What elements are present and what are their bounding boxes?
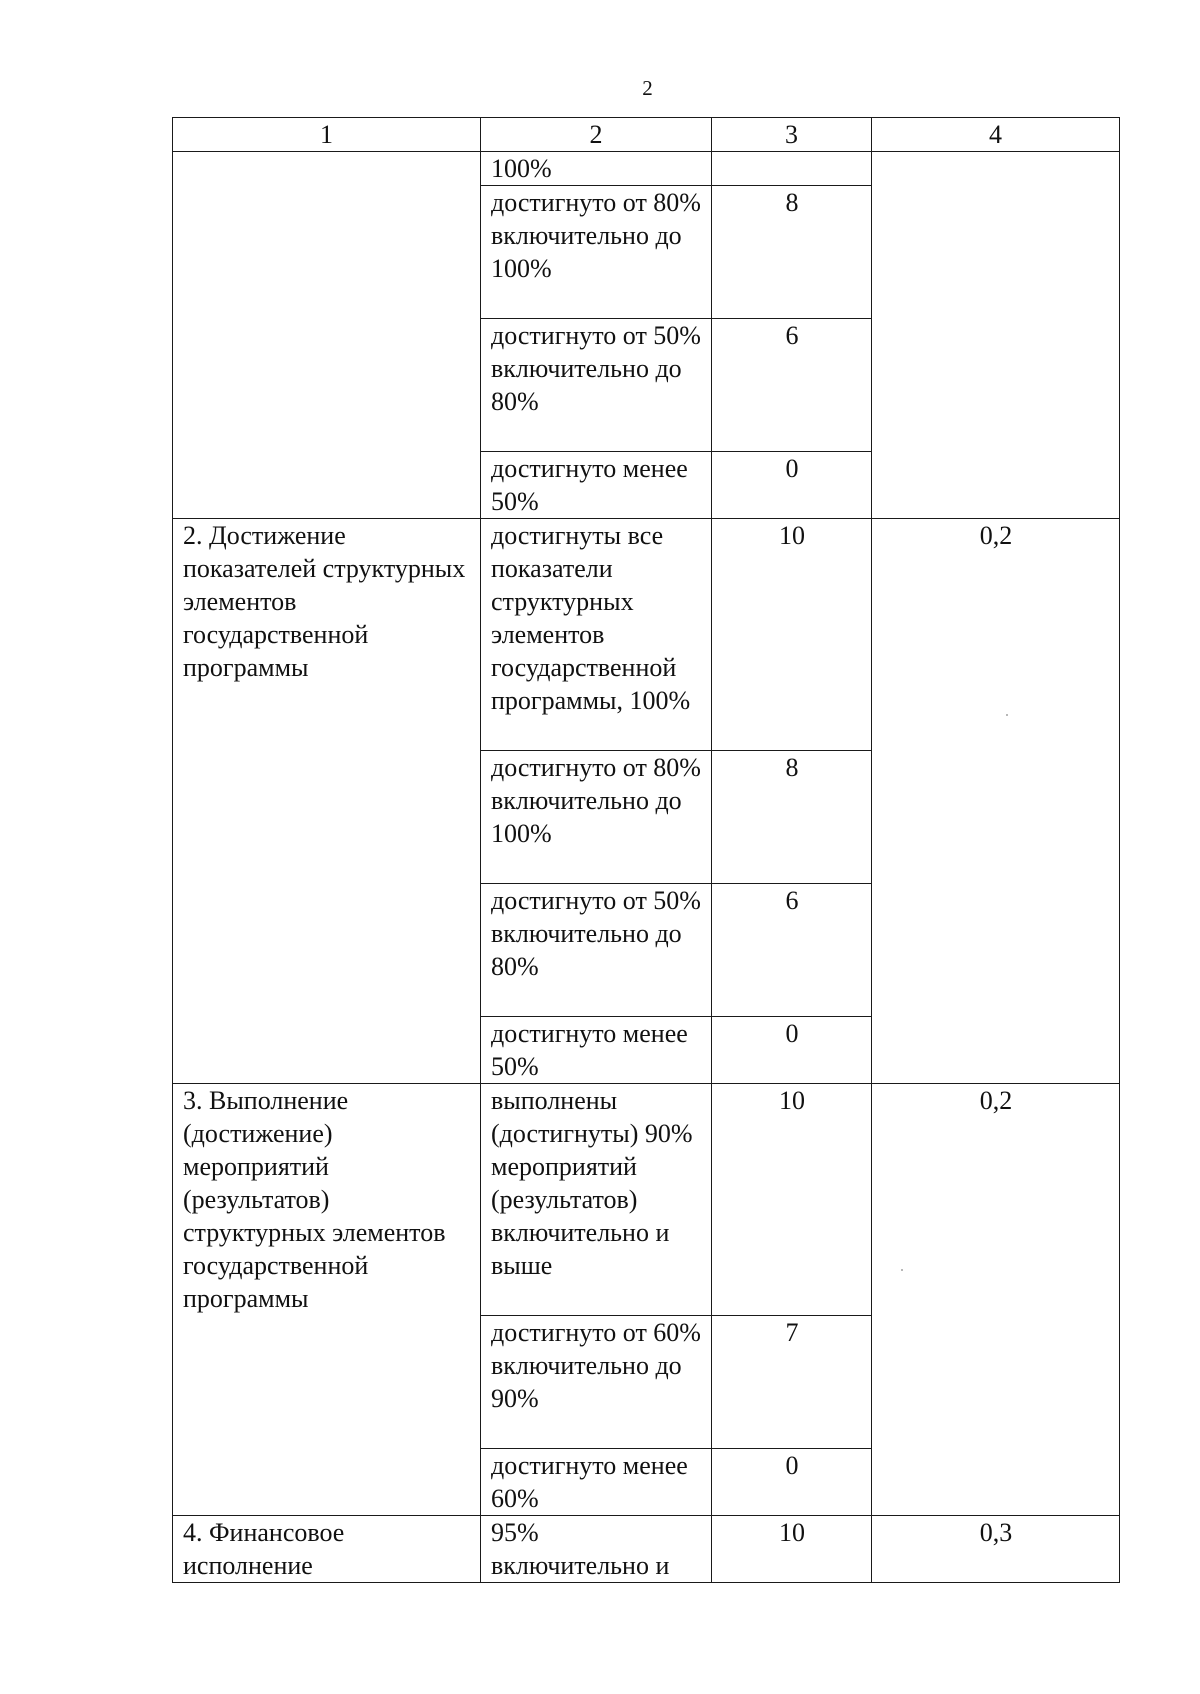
score-cell: 0: [712, 1449, 872, 1516]
condition-text: достигнуто менее 50%: [491, 454, 688, 516]
condition-text: достигнуто от 80% включительно до 100%: [491, 188, 701, 283]
criterion-text: 2. Достижение показателей структурных элементов государственной программы: [183, 521, 466, 682]
score-cell: 0: [712, 1017, 872, 1084]
condition-text: 95% включительно и: [491, 1518, 670, 1580]
criterion-cell: [173, 1084, 481, 1516]
condition-cell: [481, 1084, 712, 1316]
score-cell: [712, 152, 872, 186]
condition-cell: [481, 452, 712, 519]
condition-text: достигнуто менее 50%: [491, 1019, 688, 1081]
score-cell: 10: [712, 1516, 872, 1583]
score-cell: 10: [712, 519, 872, 751]
weight-cell: 0,2: [872, 1084, 1120, 1516]
criterion-text: 3. Выполнение (достижение) мероприятий (результатов) структурных элементов государственной программы: [183, 1086, 446, 1313]
column-header-1: 1: [173, 118, 481, 152]
score-cell: 8: [712, 186, 872, 319]
condition-cell: [481, 186, 712, 319]
condition-cell: [481, 751, 712, 884]
condition-cell: [481, 884, 712, 1017]
header-row: [173, 118, 1120, 152]
condition-text: достигнуто от 80% включительно до 100%: [491, 753, 701, 848]
condition-cell: [481, 1017, 712, 1084]
weight-cell-continued: [872, 152, 1120, 519]
table-row: [173, 519, 1120, 751]
score-cell: 6: [712, 884, 872, 1017]
condition-cell: [481, 1516, 712, 1583]
condition-text: достигнуто от 60% включительно до 90%: [491, 1318, 701, 1413]
score-cell: 6: [712, 319, 872, 452]
criteria-table: [172, 117, 1120, 1583]
table-row: [173, 152, 1120, 186]
page-number: 2: [642, 76, 653, 100]
score-cell: 0: [712, 452, 872, 519]
column-header-3: 3: [712, 118, 872, 152]
condition-cell: [481, 152, 712, 186]
condition-text: достигнуто менее 60%: [491, 1451, 688, 1513]
scan-speck: [1006, 714, 1008, 716]
scan-speck: [901, 1269, 903, 1271]
weight-cell: 0,3: [872, 1516, 1120, 1583]
score-cell: 8: [712, 751, 872, 884]
condition-text: 100%: [491, 154, 552, 183]
column-header-2: 2: [481, 118, 712, 152]
condition-cell: [481, 1316, 712, 1449]
condition-text: выполнены (достигнуты) 90% мероприятий (результатов) включительно и выше: [491, 1086, 693, 1280]
condition-text: достигнуто от 50% включительно до 80%: [491, 321, 701, 416]
weight-cell: 0,2: [872, 519, 1120, 1084]
condition-text: достигнуты все показатели структурных элементов государственной программы, 100%: [491, 521, 691, 715]
column-header-4: 4: [872, 118, 1120, 152]
criterion-cell: [173, 519, 481, 1084]
condition-cell: [481, 319, 712, 452]
table-row: [173, 1516, 1120, 1583]
criterion-cell-continued: [173, 152, 481, 519]
criterion-cell: [173, 1516, 481, 1583]
condition-cell: [481, 1449, 712, 1516]
table-row: [173, 1084, 1120, 1316]
score-cell: 10: [712, 1084, 872, 1316]
condition-cell: [481, 519, 712, 751]
criterion-text: 4. Финансовое исполнение: [183, 1518, 345, 1580]
score-cell: 7: [712, 1316, 872, 1449]
condition-text: достигнуто от 50% включительно до 80%: [491, 886, 701, 981]
